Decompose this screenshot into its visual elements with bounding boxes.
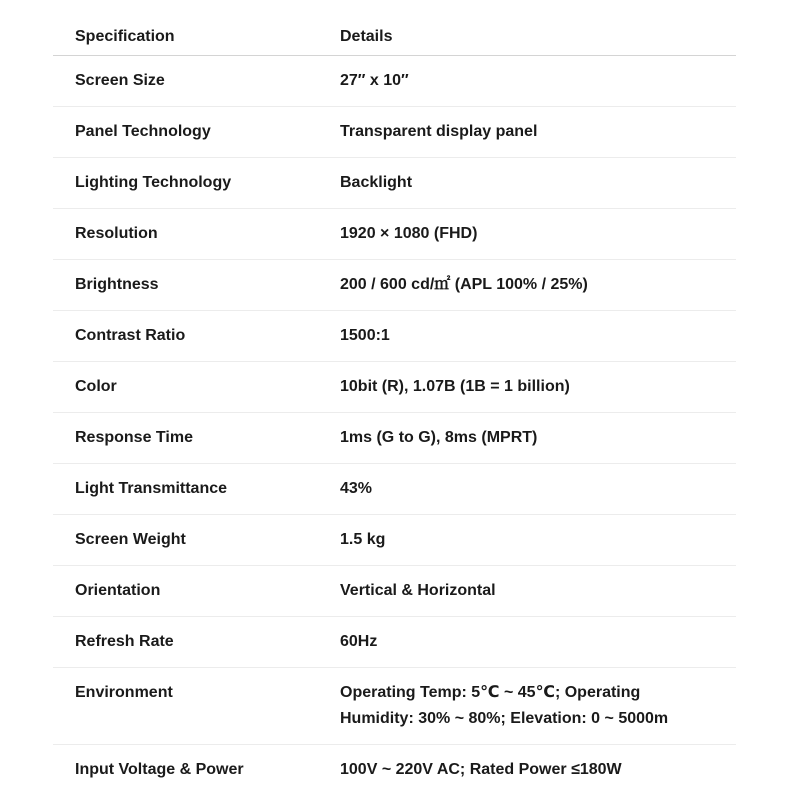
column-header-details: Details (318, 0, 736, 55)
table-row (53, 208, 736, 259)
spec-details-line: 27″ x 10″ (340, 71, 409, 89)
spec-name: Orientation (53, 565, 318, 616)
spec-details (318, 463, 736, 514)
table-row (53, 361, 736, 412)
table-row (53, 463, 736, 514)
spec-details (318, 565, 736, 616)
spec-details (318, 208, 736, 259)
table-row (53, 667, 736, 744)
table-row (53, 157, 736, 208)
spec-details (318, 412, 736, 463)
spec-name: Screen Size (53, 55, 318, 106)
spec-name: Screen Weight (53, 514, 318, 565)
table-row (53, 106, 736, 157)
spec-details-line: Transparent display panel (340, 122, 538, 140)
spec-details-line: 43% (340, 479, 373, 497)
spec-name: Refresh Rate (53, 616, 318, 667)
spec-details (318, 157, 736, 208)
table-row (53, 616, 736, 667)
spec-name: Lighting Technology (53, 157, 318, 208)
spec-details (318, 259, 736, 310)
table-row (53, 514, 736, 565)
spec-name: Environment (53, 667, 318, 744)
spec-name: Light Transmittance (53, 463, 318, 514)
spec-details-line: Backlight (340, 173, 413, 191)
spec-details-line: Vertical & Horizontal (340, 581, 496, 599)
spec-details-line: 1ms (G to G), 8ms (MPRT) (340, 428, 538, 446)
spec-name: Contrast Ratio (53, 310, 318, 361)
table-header (53, 0, 736, 55)
spec-details-line: 100V ~ 220V AC; Rated Power ≤180W (340, 760, 622, 778)
spec-details (318, 667, 736, 744)
spec-details-line: 10bit (R), 1.07B (1B = 1 billion) (340, 377, 570, 395)
spec-table (53, 0, 736, 795)
spec-details (318, 616, 736, 667)
table-body (53, 55, 736, 795)
spec-details-line: 1.5 kg (340, 530, 386, 548)
spec-details (318, 310, 736, 361)
table-row (53, 412, 736, 463)
spec-name: Brightness (53, 259, 318, 310)
spec-name: Resolution (53, 208, 318, 259)
column-header-specification: Specification (53, 0, 318, 55)
table-row (53, 55, 736, 106)
header-row (53, 0, 736, 55)
spec-name: Response Time (53, 412, 318, 463)
table-row (53, 310, 736, 361)
spec-details (318, 514, 736, 565)
spec-details-line: 60Hz (340, 632, 378, 650)
table-row (53, 259, 736, 310)
spec-name: Input Voltage & Power (75, 760, 244, 778)
spec-details-line: 1920 × 1080 (FHD) (340, 224, 478, 242)
spec-details-line: 200 / 600 cd/㎡ (APL 100% / 25%) (340, 275, 588, 293)
spec-name: Panel Technology (53, 106, 318, 157)
spec-details-line: Operating Temp: 5℃ ~ 45℃; Operating (340, 683, 641, 701)
spec-details (318, 106, 736, 157)
spec-details (318, 744, 736, 795)
table-row (53, 565, 736, 616)
spec-details-line: Humidity: 30% ~ 80%; Elevation: 0 ~ 5000m (340, 709, 669, 727)
table-row (53, 744, 736, 795)
spec-details (318, 361, 736, 412)
spec-name: Color (53, 361, 318, 412)
spec-details (318, 55, 736, 106)
spec-details-line: 1500:1 (340, 326, 390, 344)
